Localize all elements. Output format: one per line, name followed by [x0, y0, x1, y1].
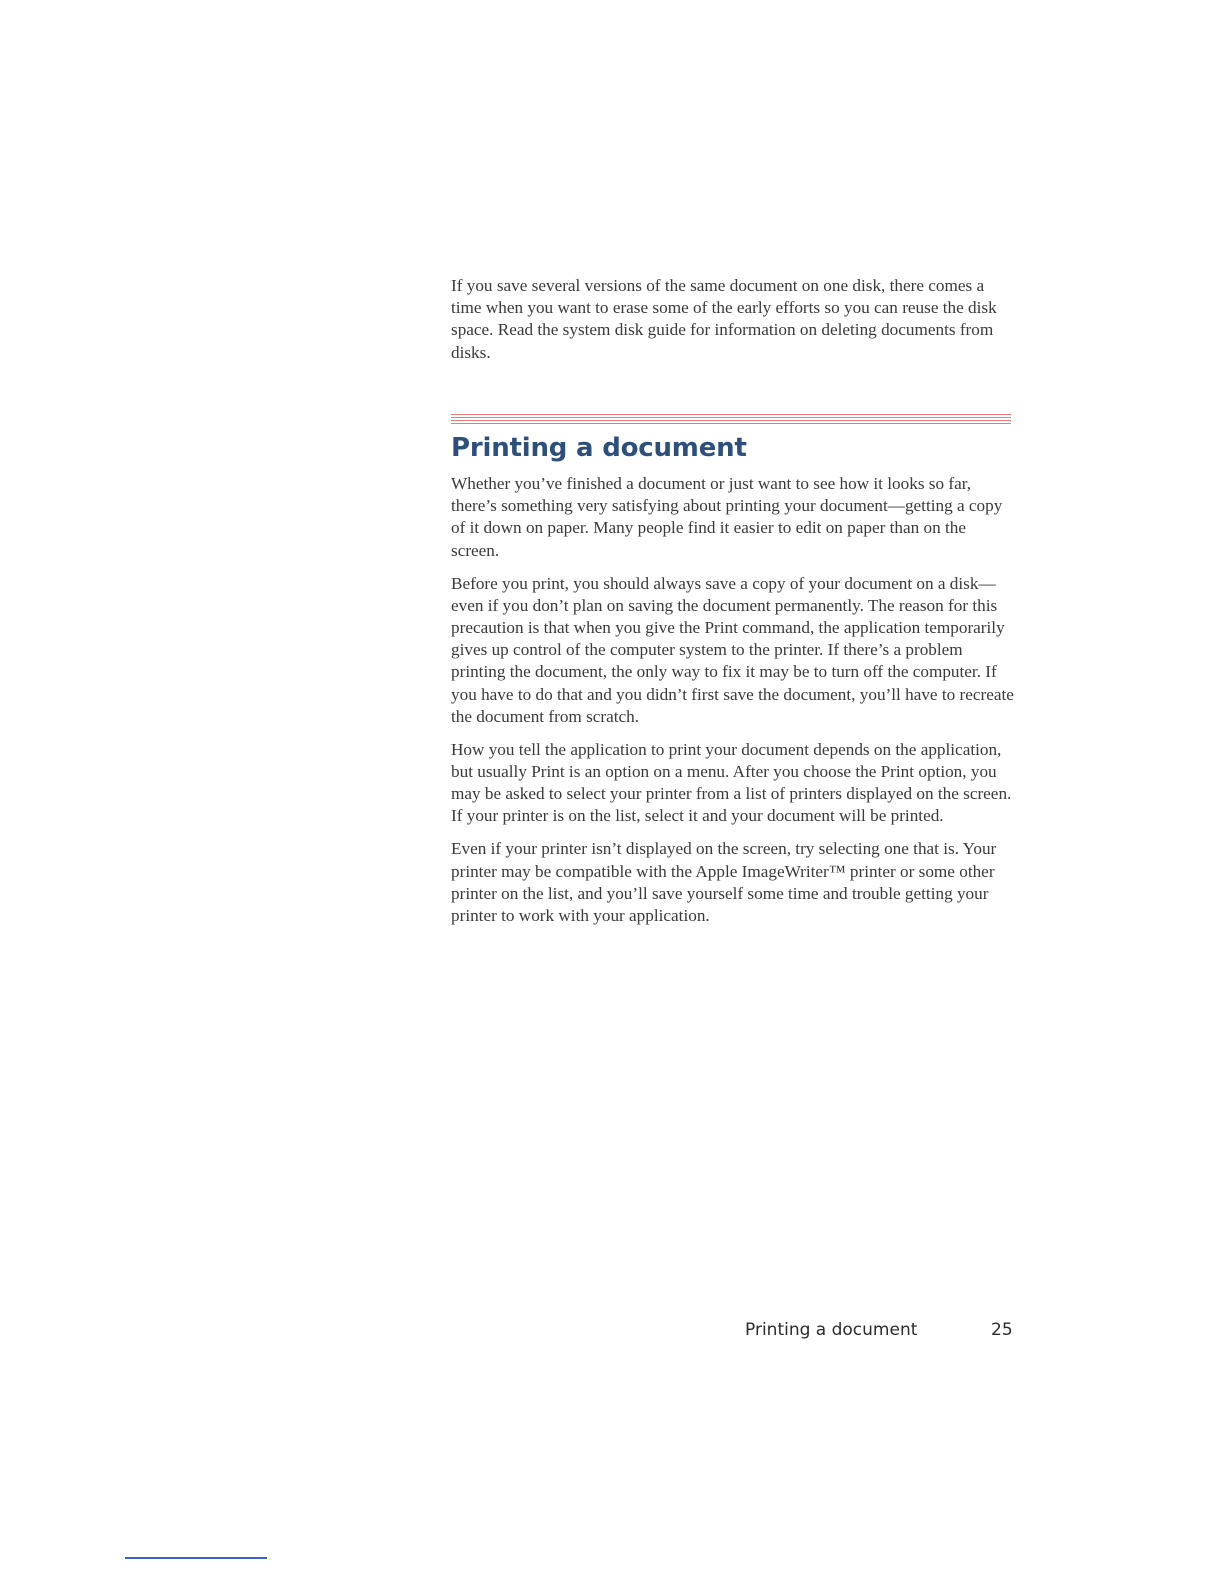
- section-paragraph: How you tell the application to print your document depends on the application, but usually Print is an option on a menu. After you choose the Print option, you may be asked to select your printer from a list of printers displayed on the screen. If your printer is on the list, select it and your document will be printed.: [451, 739, 1012, 826]
- section-heading: Printing a document: [451, 433, 747, 463]
- intro-block: [451, 275, 1015, 364]
- section-paragraph: Before you print, you should always save a copy of your document on a disk—even if you don’t plan on saving the document permanently. The reason for this precaution is that when you give the Print command, the application temporarily gives up control of the computer system to the printer. If there’s a problem printing the document, the only way to fix it may be to turn off the computer. If you have to do that and you didn’t first save the document, you’ll have to recreate the document from scratch.: [451, 573, 1014, 726]
- page-number: 25: [991, 1320, 1013, 1340]
- intro-paragraph: If you save several versions of the same document on one disk, there comes a time when you want to erase some of the early efforts so you can reuse the disk space. Read the system disk guide for information on deleting documents from disks.: [451, 276, 997, 362]
- section-body: [451, 473, 1015, 938]
- section-paragraph: Even if your printer isn’t displayed on the screen, try selecting one that is. Your printer may be compatible with the Apple ImageWriter™ printer or some other printer on the list, and you’ll save yourself some time and trouble getting your printer to work with your application.: [451, 839, 997, 926]
- section-rule-line: [451, 423, 1011, 424]
- scan-edge-mark: [125, 1557, 267, 1559]
- section-paragraph: Whether you’ve finished a document or just want to see how it looks so far, there’s something very satisfying about printing your document—getting a copy of it down on paper. Many people find it easier to edit on paper than on the screen.: [451, 474, 1003, 560]
- section-rule: [451, 414, 1011, 426]
- section-rule-line: [451, 417, 1011, 418]
- section-rule-line: [451, 420, 1011, 421]
- running-footer-title: Printing a document: [745, 1320, 918, 1340]
- section-rule-line: [451, 414, 1011, 415]
